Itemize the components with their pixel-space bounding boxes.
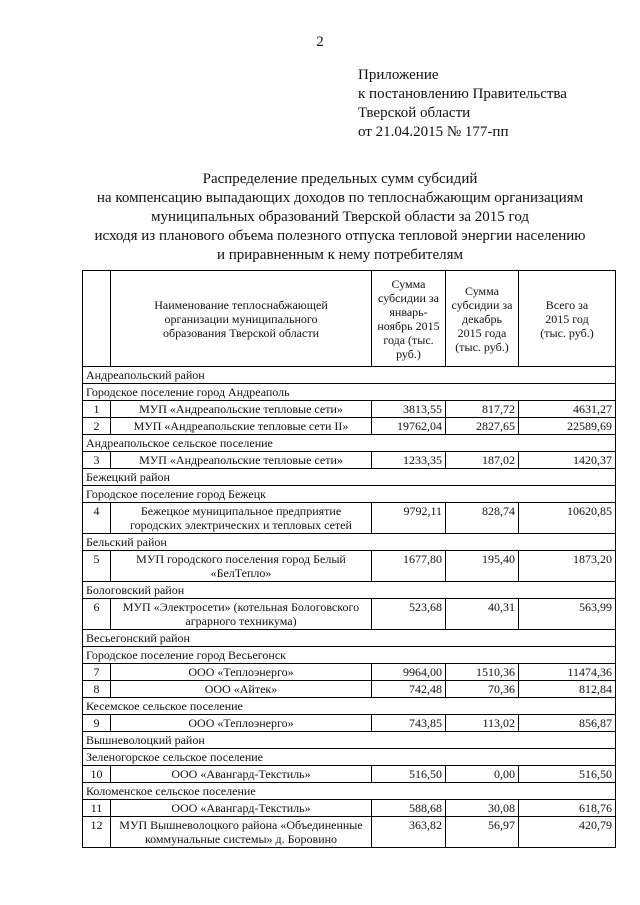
- group-label: Городское поселение город Андреаполь: [83, 384, 616, 401]
- table-header-row: [83, 271, 616, 367]
- table-row: [83, 452, 616, 469]
- cell-no: 4: [83, 503, 111, 534]
- table-group-row: [83, 732, 616, 749]
- cell-total: 1873,20: [519, 551, 616, 582]
- cell-no: 10: [83, 766, 111, 783]
- table-body: [83, 367, 616, 848]
- cell-no: 3: [83, 452, 111, 469]
- cell-sum-jan-nov: 3813,55: [372, 401, 446, 418]
- group-label: Коломенское сельское поселение: [83, 783, 616, 800]
- cell-sum-dec: 40,31: [446, 599, 519, 630]
- annex-line: Приложение: [358, 67, 439, 83]
- cell-name: МУП «Андреапольские тепловые сети»: [111, 401, 372, 418]
- document-title: [60, 170, 620, 265]
- cell-name: ООО «Авангард-Текстиль»: [111, 800, 372, 817]
- cell-name: МУП «Андреапольские тепловые сети II»: [111, 418, 372, 435]
- cell-sum-jan-nov: 1233,35: [372, 452, 446, 469]
- cell-total: 4631,27: [519, 401, 616, 418]
- cell-name: ООО «Айтек»: [111, 681, 372, 698]
- group-label: Городское поселение город Бежецк: [83, 486, 616, 503]
- annex-line: к постановлению Правительства: [358, 86, 567, 102]
- table-row: [83, 715, 616, 732]
- table-row: [83, 599, 616, 630]
- cell-sum-dec: 2827,65: [446, 418, 519, 435]
- title-line: Распределение предельных сумм субсидий: [202, 171, 478, 187]
- cell-total: 10620,85: [519, 503, 616, 534]
- header-no: [83, 271, 111, 367]
- table-group-row: [83, 783, 616, 800]
- cell-no: 6: [83, 599, 111, 630]
- cell-total: 563,99: [519, 599, 616, 630]
- cell-total: 11474,36: [519, 664, 616, 681]
- table-group-row: [83, 435, 616, 452]
- annex-line: Тверской области: [358, 105, 471, 121]
- cell-name: ООО «Авангард-Текстиль»: [111, 766, 372, 783]
- table-group-row: [83, 630, 616, 647]
- table-row: [83, 681, 616, 698]
- table-group-row: [83, 534, 616, 551]
- cell-sum-jan-nov: 363,82: [372, 817, 446, 848]
- table-group-row: [83, 647, 616, 664]
- table-row: [83, 503, 616, 534]
- header-name: Наименование теплоснабжающей организации муниципального образования Тверской области: [111, 271, 372, 367]
- cell-name: МУП «Андреапольские тепловые сети»: [111, 452, 372, 469]
- group-label: Кесемское сельское поселение: [83, 698, 616, 715]
- table-group-row: [83, 698, 616, 715]
- cell-sum-dec: 113,02: [446, 715, 519, 732]
- cell-name: Бежецкое муниципальное предприятие городских электрических и тепловых сетей: [111, 503, 372, 534]
- cell-no: 5: [83, 551, 111, 582]
- cell-sum-dec: 828,74: [446, 503, 519, 534]
- header-total: Всего за 2015 год (тыс. руб.): [519, 271, 616, 367]
- cell-sum-dec: 30,08: [446, 800, 519, 817]
- cell-no: 1: [83, 401, 111, 418]
- cell-no: 7: [83, 664, 111, 681]
- cell-sum-dec: 817,72: [446, 401, 519, 418]
- annex-line: от 21.04.2015 № 177-пп: [358, 124, 509, 140]
- header-sum-dec: Сумма субсидии за декабрь 2015 года (тыс. руб.): [446, 271, 519, 367]
- group-label: Бежецкий район: [83, 469, 616, 486]
- table-group-row: [83, 469, 616, 486]
- cell-sum-dec: 187,02: [446, 452, 519, 469]
- cell-sum-jan-nov: 516,50: [372, 766, 446, 783]
- cell-total: 812,84: [519, 681, 616, 698]
- table-row: [83, 800, 616, 817]
- table-row: [83, 766, 616, 783]
- subsidy-table: [82, 270, 616, 848]
- cell-sum-dec: 1510,36: [446, 664, 519, 681]
- cell-sum-jan-nov: 742,48: [372, 681, 446, 698]
- table-row: [83, 817, 616, 848]
- cell-no: 8: [83, 681, 111, 698]
- cell-sum-jan-nov: 9792,11: [372, 503, 446, 534]
- group-label: Вышневолоцкий район: [83, 732, 616, 749]
- table-group-row: [83, 384, 616, 401]
- title-line: муниципальных образований Тверской области за 2015 год: [150, 209, 530, 225]
- cell-total: 618,76: [519, 800, 616, 817]
- title-line: на компенсацию выпадающих доходов по теплоснабжающим организациям: [96, 190, 584, 206]
- cell-total: 22589,69: [519, 418, 616, 435]
- group-label: Бологовский район: [83, 582, 616, 599]
- cell-sum-dec: 0,00: [446, 766, 519, 783]
- header-sum-jan-nov: Сумма субсидии за январь-ноябрь 2015 года (тыс. руб.): [372, 271, 446, 367]
- cell-sum-jan-nov: 9964,00: [372, 664, 446, 681]
- cell-sum-dec: 70,36: [446, 681, 519, 698]
- cell-no: 12: [83, 817, 111, 848]
- title-line: исходя из планового объема полезного отпуска тепловой энергии населению: [94, 228, 586, 244]
- group-label: Андреапольский район: [83, 367, 616, 384]
- cell-total: 1420,37: [519, 452, 616, 469]
- title-line: и приравненным к нему потребителям: [216, 247, 464, 263]
- table-group-row: [83, 486, 616, 503]
- group-label: Зеленогорское сельское поселение: [83, 749, 616, 766]
- cell-total: 856,87: [519, 715, 616, 732]
- table-row: [83, 418, 616, 435]
- cell-sum-dec: 195,40: [446, 551, 519, 582]
- cell-sum-jan-nov: 743,85: [372, 715, 446, 732]
- cell-sum-jan-nov: 523,68: [372, 599, 446, 630]
- cell-no: 9: [83, 715, 111, 732]
- cell-no: 2: [83, 418, 111, 435]
- table-row: [83, 551, 616, 582]
- cell-sum-dec: 56,97: [446, 817, 519, 848]
- group-label: Андреапольское сельское поселение: [83, 435, 616, 452]
- cell-name: МУП Вышневолоцкого района «Объединенные коммунальные системы» д. Боровино: [111, 817, 372, 848]
- cell-name: МУП «Электросети» (котельная Бологовского аграрного техникума): [111, 599, 372, 630]
- table-group-row: [83, 582, 616, 599]
- group-label: Бельский район: [83, 534, 616, 551]
- cell-total: 516,50: [519, 766, 616, 783]
- table-row: [83, 664, 616, 681]
- annex-block: [358, 66, 567, 142]
- table-row: [83, 401, 616, 418]
- cell-name: МУП городского поселения город Белый «БелТепло»: [111, 551, 372, 582]
- group-label: Весьегонский район: [83, 630, 616, 647]
- cell-name: ООО «Теплоэнерго»: [111, 715, 372, 732]
- table-group-row: [83, 749, 616, 766]
- table-group-row: [83, 367, 616, 384]
- cell-no: 11: [83, 800, 111, 817]
- group-label: Городское поселение город Весьегонск: [83, 647, 616, 664]
- cell-sum-jan-nov: 1677,80: [372, 551, 446, 582]
- page-number: 2: [316, 34, 324, 50]
- cell-sum-jan-nov: 19762,04: [372, 418, 446, 435]
- cell-sum-jan-nov: 588,68: [372, 800, 446, 817]
- cell-total: 420,79: [519, 817, 616, 848]
- cell-name: ООО «Теплоэнерго»: [111, 664, 372, 681]
